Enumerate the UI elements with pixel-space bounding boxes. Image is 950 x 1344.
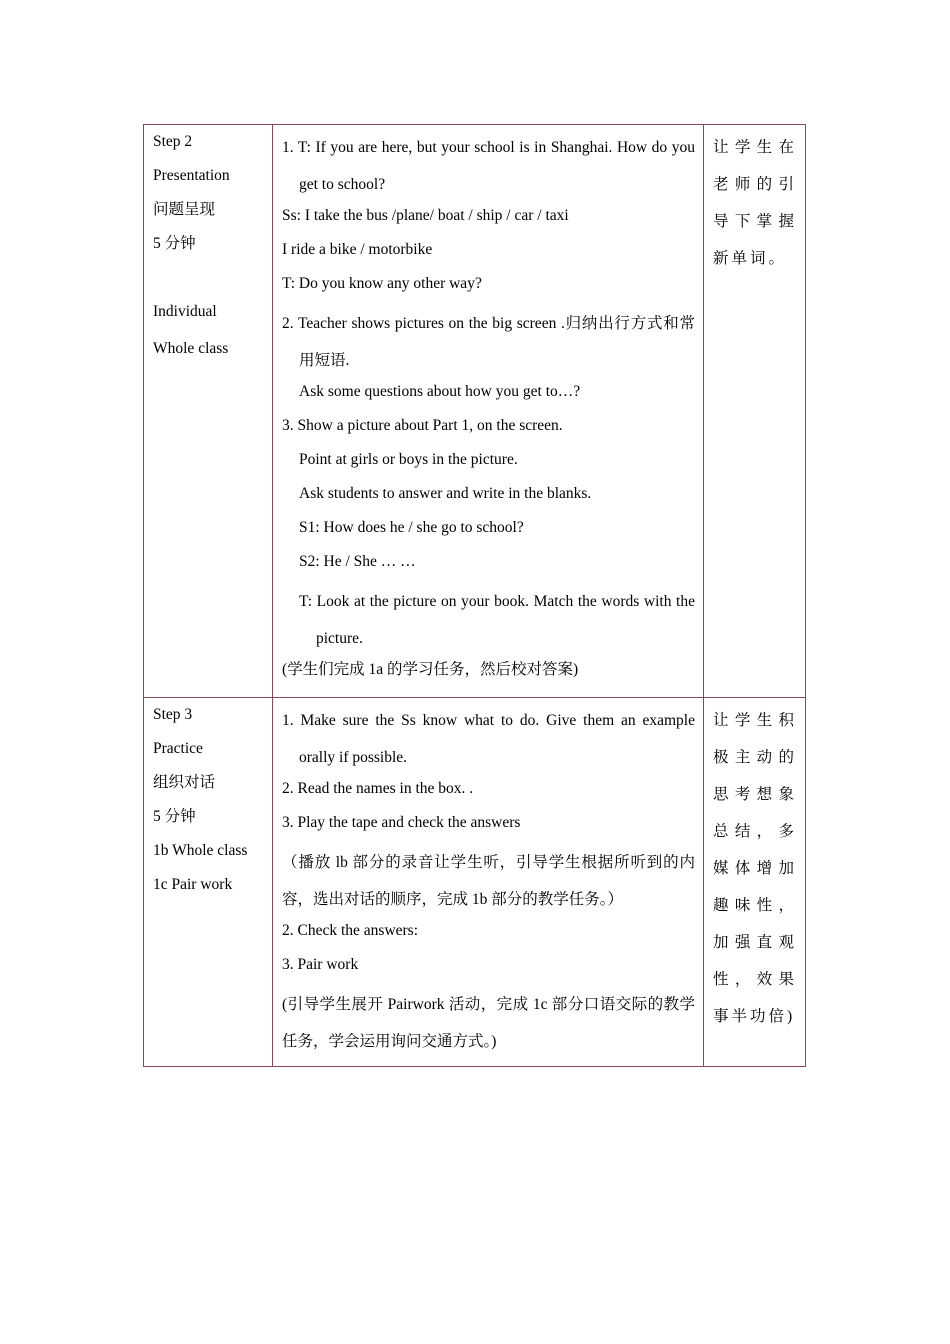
activity-line: 3. Play the tape and check the answers <box>282 814 521 831</box>
activity-line: T: Look at the picture on your book. Match the words with the picture. <box>299 593 695 647</box>
step-number: Step 2 <box>153 133 193 150</box>
step-title: Presentation <box>153 167 230 184</box>
step2-row <box>144 125 806 698</box>
activity-line: T: Do you know any other way? <box>282 275 482 292</box>
step-number: Step 3 <box>153 706 193 723</box>
activity-line: S2: He / She … … <box>299 553 416 570</box>
activity-line: （播放 lb 部分的录音让学生听，引导学生根据所听到的内容，选出对话的顺序，完成 1b 部分的教学任务。） <box>282 854 695 908</box>
step-mode: 1b Whole class <box>153 842 248 859</box>
activity-line: 3. Show a picture about Part 1, on the screen. <box>282 417 563 434</box>
step-mode: Individual <box>153 303 217 320</box>
lesson-plan-table <box>143 124 806 1067</box>
activity-line: Ss: I take the bus /plane/ boat / ship / car / taxi <box>282 207 569 224</box>
step-title-cn: 组织对话 <box>153 774 216 791</box>
step-title-cn: 问题呈现 <box>153 201 216 218</box>
activity-line: (引导学生展开 Pairwork 活动，完成 1c 部分口语交际的教学任务，学会运用询问交通方式。) <box>282 996 695 1050</box>
activity-line: 2. Check the answers: <box>282 922 419 939</box>
step-duration: 5 分钟 <box>153 235 196 252</box>
activity-line: I ride a bike / motorbike <box>282 241 433 258</box>
activity-line: Ask some questions about how you get to…? <box>299 383 581 400</box>
step2-info-cell <box>144 125 273 698</box>
activity-line: 2. Teacher shows pictures on the big screen .归纳出行方式和常用短语. <box>282 315 695 369</box>
activity-line: S1: How does he / she go to school? <box>299 519 524 536</box>
step-duration: 5 分钟 <box>153 808 196 825</box>
step3-row <box>144 698 806 1067</box>
activity-line: 3. Pair work <box>282 956 359 973</box>
teaching-note: 让学生积极主动的思考想象总结，多媒体增加趣味性，加强直观性，效果事半功倍) <box>713 712 797 1025</box>
step3-note-cell <box>704 698 806 1067</box>
activity-line: Point at girls or boys in the picture. <box>299 451 518 468</box>
spacer <box>153 265 264 299</box>
step2-note-cell <box>704 125 806 698</box>
step-mode: Whole class <box>153 340 229 357</box>
activity-line: Ask students to answer and write in the blanks. <box>299 485 592 502</box>
activity-line: (学生们完成 1a 的学习任务，然后校对答案) <box>282 661 579 678</box>
step-mode: 1c Pair work <box>153 876 233 893</box>
teaching-note: 让学生在老师的引导下掌握新单词。 <box>713 139 797 267</box>
activity-line: 1. Make sure the Ss know what to do. Give them an example orally if possible. <box>282 712 695 766</box>
activity-line: 1. T: If you are here, but your school is in Shanghai. How do you get to school? <box>282 139 695 193</box>
step3-info-cell <box>144 698 273 1067</box>
step2-activity-cell <box>273 125 704 698</box>
step3-activity-cell <box>273 698 704 1067</box>
step-title: Practice <box>153 740 203 757</box>
activity-line: 2. Read the names in the box. . <box>282 780 474 797</box>
